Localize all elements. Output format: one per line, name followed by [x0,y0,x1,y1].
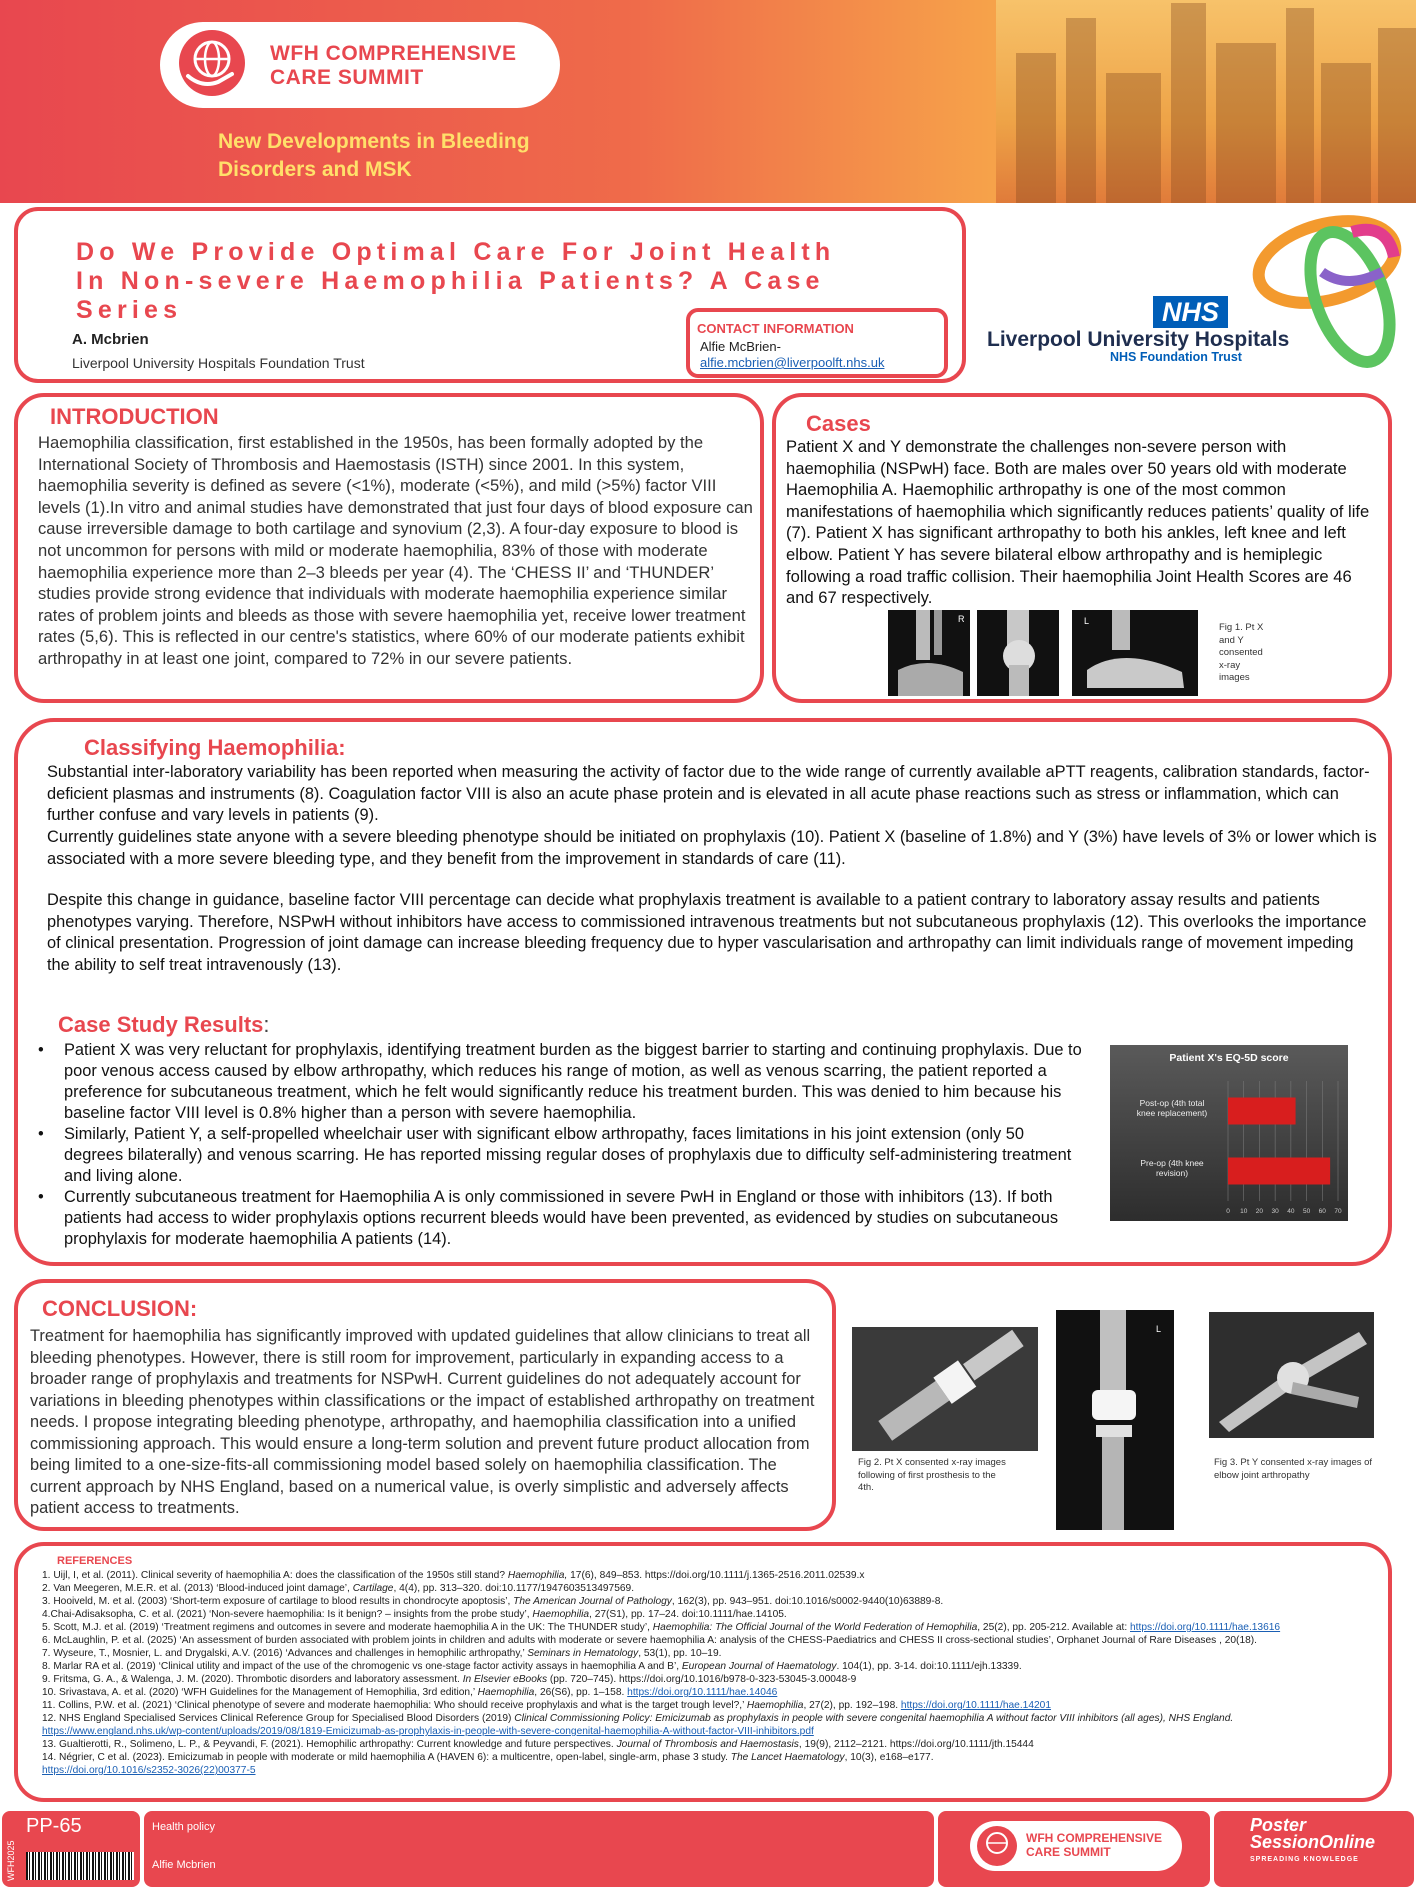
footer-presenter: Alfie Mcbrien [152,1859,216,1871]
references-list [42,1569,1387,1777]
cases-heading: Cases [806,411,871,436]
contact-name: Alfie McBrien- [700,339,781,354]
introduction-body: Haemophilia classification, first established in the 1950s, has been formally adopted by the International Society of Thrombosis and Haemostasis (ISTH) since 2001. In this system, haemophilia severity is defined as severe (<1%), moderate (<5%), and mild (>5%) factor VIII levels (1).In vitro and animal studies have demonstrated that just four days of blood exposure can cause irreversible damage to both cartilage and synovium (2,3). A four-day exposure to blood is not uncommon for persons with mild or moderate haemophilia, 83% of those with moderate haemophilia experience more than 2–3 bleeds per year (4). The ‘CHESS II’ and ‘THUNDER’ studies provide strong evidence that individuals with moderate haemophilia experience similar rates of problem joints and bleeds as those with severe haemophilia yet, receive lower treatment rates (5,6). This is reflected in our centre's statistics, where 60% of our moderate patients exhibit arthropathy in at least one joint, compared to 72% in our severe patients. [38,433,753,668]
contact-heading: CONTACT INFORMATION [697,321,854,336]
reference-item: 13. Gualtierotti, R., Solimeno, L. P., & Peyvandi, F. (2021). Hemophilic arthropathy: Current knowledge and future perspectives. Journal of Thrombosis and Haemostasis, 19(9), 2112–2121. https://doi.org/10.1111/jth.15444 [42,1739,1034,1750]
reference-item: 9. Fritsma, G. A., & Walenga, J. M. (2020). Thrombotic disorders and laboratory assessment. In Elsevier eBooks (pp. 720–745). https://doi.org/10.1016/b978-0-323-53045-3.00048-9 [42,1674,857,1685]
reference-item: 4.Chai-Adisaksopha, C. et al. (2021) ‘Non-severe haemophilia: Is it benign? – insights from the probe study’, Haemophilia, 27(S1), pp. 17–24. doi:10.1111/hae.14105. [42,1609,787,1620]
classifying-heading: Classifying Haemophilia: [84,735,346,760]
reference-item [42,1725,1387,1738]
fig3-caption: Fig 3. Pt Y consented x-ray images of elbow joint arthropathy [1214,1457,1373,1481]
svg-text:L: L [1156,1324,1162,1334]
chart-bar [1228,1098,1296,1125]
classifying-para-3: Despite this change in guidance, baseline factor VIII percentage can decide what prophylaxis treatment is available to a patient contrary to laboratory assay results and patients phenotypes varying. Therefore, NSPwH without inhibitors have access to commissioned intravenous treatments but not subcutaneous prophylaxis (12). This overlooks the importance of clinical presentation. Progression of joint damage can increase bleeding frequency due to hyper vascularisation and arthropathy can limit individuals range of movement impeding the ability to self treat intravenously (13). [47,891,1367,974]
svg-text:L: L [1084,616,1090,626]
reference-item: 10. Srivastava, A. et al. (2020) ‘WFH Guidelines for the Management of Hemophilia, 3rd edition,’ Haemophilia, 26(S6), pp. 1–158. https://doi.org/10.1111/hae.14046 [42,1687,778,1698]
contact-email-link[interactable]: alfie.mcbrien@liverpoolft.nhs.uk [700,355,885,370]
chart-category-label: Pre-op (4th knee revision) [1140,1158,1204,1178]
xray-knee-prosthesis-side [852,1327,1038,1451]
reference-item: 12. NHS England Specialised Services Clinical Reference Group for Specialised Blood Disorders (2019) Clinical Commissioning Policy: Emicizumab as prophylaxis in people with severe congenital haemophilia A without factor VIII inhibitors (all ages), NHS England. [42,1713,1234,1724]
reference-item: 7. Wyseure, T., Mosnier, L. and Drygalski, A.V. (2016) ‘Advances and challenges in hemophilic arthropathy,’ Seminars in Hematology, 53(1), pp. 10–19. [42,1648,722,1659]
xray-knee-prosthesis-front [1056,1310,1174,1530]
eq5d-bar-chart [1110,1045,1348,1221]
author-name: A. Mcbrien [72,331,149,348]
globe-hand-icon [168,26,256,104]
xray-knee [977,610,1059,696]
banner-subtitle: New Developments in Bleeding Disorders and MSK [218,130,530,181]
chart-x-tick-label: 20 [1255,1208,1264,1215]
xray-ankle-r [888,610,970,696]
cases-body: Patient X and Y demonstrate the challenges non-severe person with haemophilia (NSPwH) face. Both are males over 50 years old with moderate Haemophilia A. Haemophilic arthropathy is one of the most common manifestations of haemophilia which significantly reduces patients’ quality of life (7). Patient X has significant arthropathy to both his ankles, left knee and left elbow. Patient Y has severe bilateral elbow arthropathy and is hemiplegic following a road traffic collision. Their haemophilia Joint Health Scores are 46 and 67 respectively. [786,437,1370,608]
chart-x-tick-label: 50 [1302,1208,1311,1215]
hospital-name: Liverpool University Hospitals [987,328,1290,351]
reference-link[interactable]: https://doi.org/10.1111/hae.14046 [627,1687,778,1698]
chart-x-tick-label: 40 [1287,1208,1295,1215]
reference-item: 6. McLaughlin, P. et al. (2025) ‘An assessment of burden associated with problem joints in children and adults with moderate or severe haemophilia A: analysis of the CHESS-Paediatrics and CHESS II cross-sectional studies’, Orphanet Journal of Rare Diseases , 20(18). [42,1635,1258,1646]
poster-session-online-logo: Poster SessionOnline SPREADING KNOWLEDGE [1250,1815,1376,1863]
classifying-para-2: Currently guidelines state anyone with a severe bleeding phenotype should be initiated on prophylaxis (10). Patient X (baseline of 1.8%) and Y (3%) have levels of 3% or lower which is associated with a more severe bleeding type, and they benefit from the improvement in standards of care (11). [47,828,1377,868]
reference-item [42,1764,1387,1777]
reference-item: 1. Uijl, I, et al. (2011). Clinical severity of haemophilia A: does the classification of the 1950s still stand? Haemophilia, 17(6), 849–853. https://doi.org/10.1111/j.1365-2516.2011.02539.x [42,1570,865,1581]
reference-item: 2. Van Meegeren, M.E.R. et al. (2013) ‘Blood-induced joint damage’, Cartilage, 4(4), pp. 313–320. doi:10.1177/1947603513497569. [42,1583,635,1594]
results-bullet [36,1187,1084,1250]
reference-item: 8. Marlar RA et al. (2019) ‘Clinical utility and impact of the use of the chromogenic vs one-stage factor activity assays in haemophilia A and B’, European Journal of Haematology. 104(1), pp. 3-14. doi:10.1111/ejh.13339. [42,1661,1022,1672]
results-list [36,1040,1084,1250]
fig2-caption: Fig 2. Pt X consented x-ray images following of first prosthesis to the 4th. [858,1457,1006,1493]
city-skyline-image [996,0,1416,203]
classifying-para-1: Substantial inter-laboratory variability has been reported when measuring the activity of factor due to the wide range of currently available aPTT reagents, calibration standards, factor-deficient plasmas and instruments (8). Coagulation factor VIII is also an acute phase protein and is elevated in all acute phase reactions such as stress or inflammation, which can further confuse and vary levels in patients (9). [47,763,1370,825]
chart-title: Patient X's EQ-5D score [1169,1052,1289,1064]
hospital-trust: NHS Foundation Trust [1110,350,1242,364]
poster-id: PP-65 [26,1815,82,1837]
bullet-marker: • [38,1041,44,1059]
fig1-caption: Fig 1. Pt X and Y consented x-ray images [1219,622,1264,683]
bullet-marker: • [38,1188,44,1206]
chart-x-tick-label: 10 [1240,1208,1248,1215]
chart-x-tick-label: 60 [1318,1208,1326,1215]
chart-svg [1110,1045,1348,1221]
summit-logo-text: WFH COMPREHENSIVE CARE SUMMIT [270,42,517,89]
author-affiliation: Liverpool University Hospitals Foundation Trust [72,355,365,371]
barcode [26,1852,134,1880]
reference-link[interactable]: https://doi.org/10.1111/hae.13616 [1130,1622,1281,1633]
conclusion-heading: CONCLUSION: [42,1296,198,1321]
references-heading: REFERENCES [57,1555,133,1567]
reference-item: 11. Collins, P.W. et al. (2021) ‘Clinical phenotype of severe and moderate haemophilia: Who should receive prophylaxis and what is the target trough level?,’ Haemophilia, 27(2), pp. 192–198. https://doi.org/10.1111/hae.14201 [42,1700,1052,1711]
xray-ankle-l [1072,610,1198,696]
footer [0,1807,1416,1889]
reference-item: 3. Hooiveld, M. et al. (2003) ‘Short-term exposure of cartilage to blood results in chondrocyte apoptosis’, The American Journal of Pathology, 162(3), pp. 943–951. doi:10.1016/s0002-9440(10)63889-8. [42,1596,944,1607]
xray-elbow [1209,1312,1374,1438]
nhs-logo: NHS [1153,296,1228,328]
footer-globe-icon [972,1821,1022,1871]
results-bullet [36,1040,1084,1124]
footer-side-tag: WFH2025 [6,1840,16,1881]
reference-link[interactable]: https://doi.org/10.1111/hae.14201 [900,1700,1052,1711]
chart-bar [1228,1158,1330,1185]
results-bullet-text: Patient X was very reluctant for prophylaxis, identifying treatment burden as the biggest barrier to starting and continuing prophylaxis. Due to poor venous access caused by elbow arthropathy, which reduces his range of motion, as well as venous scarring, the patient reported a preference for subcutaneous treatment, which he felt would significantly reduce his treatment burden. This was denied to him because his baseline factor VIII level is 0.8% higher than a person with severe haemophilia. [64,1041,1082,1122]
results-bullet [36,1124,1084,1187]
reference-link[interactable]: https://doi.org/10.1016/s2352-3026(22)00377-5 [42,1765,256,1776]
conclusion-body: Treatment for haemophilia has significantly improved with updated guidelines that allow clinicians to treat all bleeding phenotypes. However, there is still room for improvement, particularly in expanding access to a broader range of prophylaxis and treatments for NSPwH. Current guidelines do not adequately account for variations in bleeding phenotypes within classifications or the impact of established arthropathy on treatment needs. I propose integrating bleeding phenotype, arthropathy, and haemophilia classification into a unified commissioning approach. This would ensure a long-term solution and prevent future product allocation from being limited to a one-size-fits-all commissioning model based solely on haemophilia classification. The current approach by NHS England, based on a numerical value, is overly simplistic and adversely affects patient access to treatments. [30,1327,815,1517]
introduction-heading: INTRODUCTION [50,404,219,429]
chart-x-tick-label: 0 [1226,1208,1230,1215]
chart-category-label: Post-op (4th total knee replacement) [1136,1098,1208,1118]
reference-item: 5. Scott, M.J. et al. (2019) ‘Treatment regimens and outcomes in severe and moderate haemophilia A in the UK: The THUNDER study’, Haemophilia: The Official Journal of the World Federation of Hemophilia, 25(2), pp. 205-212. Available at: https://doi.org/10.1111/hae.13616 [42,1622,1281,1633]
footer-topic: Health policy [152,1821,215,1833]
results-bullet-text: Currently subcutaneous treatment for Haemophilia A is only commissioned in severe PwH in England or those with inhibitors (13). If both patients had access to wider prophylaxis options recurrent bleeds would have been prevented, as evidenced by studies on subcutaneous prophylaxis for moderate haemophilia A patients (14). [64,1188,1059,1248]
chart-x-tick-label: 70 [1334,1208,1342,1215]
paper-title: Do We Provide Optimal Care For Joint Health In Non-severe Haemophilia Patients? A Case Series [76,238,836,324]
reference-item: 14. Négrier, C et al. (2023). Emicizumab in people with moderate or mild haemophilia A (HAVEN 6): a multicentre, open-label, single-arm, phase 3 study. The Lancet Haematology, 10(3), e168–e177. [42,1752,934,1763]
svg-text:R: R [958,614,965,624]
reference-link[interactable]: https://www.england.nhs.uk/wp-content/uploads/2019/08/1819-Emicizumab-as-prophylaxis-in-people-with-severe-congenital-haemophilia-A-without-factor-VIII-inhibitors.pdf [42,1726,814,1737]
results-heading: Case Study Results: [58,1012,270,1037]
rings-logo-icon [1222,202,1412,372]
footer-logo-text: WFH COMPREHENSIVE CARE SUMMIT [1026,1831,1163,1859]
results-bullet-text: Similarly, Patient Y, a self-propelled wheelchair user with significant elbow arthropathy, faces limitations in his joint extension (only 50 degrees bilaterally) and venous scarring. He has reported missing regular doses of prophylaxis due to difficulty self-administering treatment and living alone. [64,1125,1072,1185]
chart-x-tick-label: 30 [1271,1208,1279,1215]
bullet-marker: • [38,1125,44,1143]
footer-info-block [144,1811,934,1887]
